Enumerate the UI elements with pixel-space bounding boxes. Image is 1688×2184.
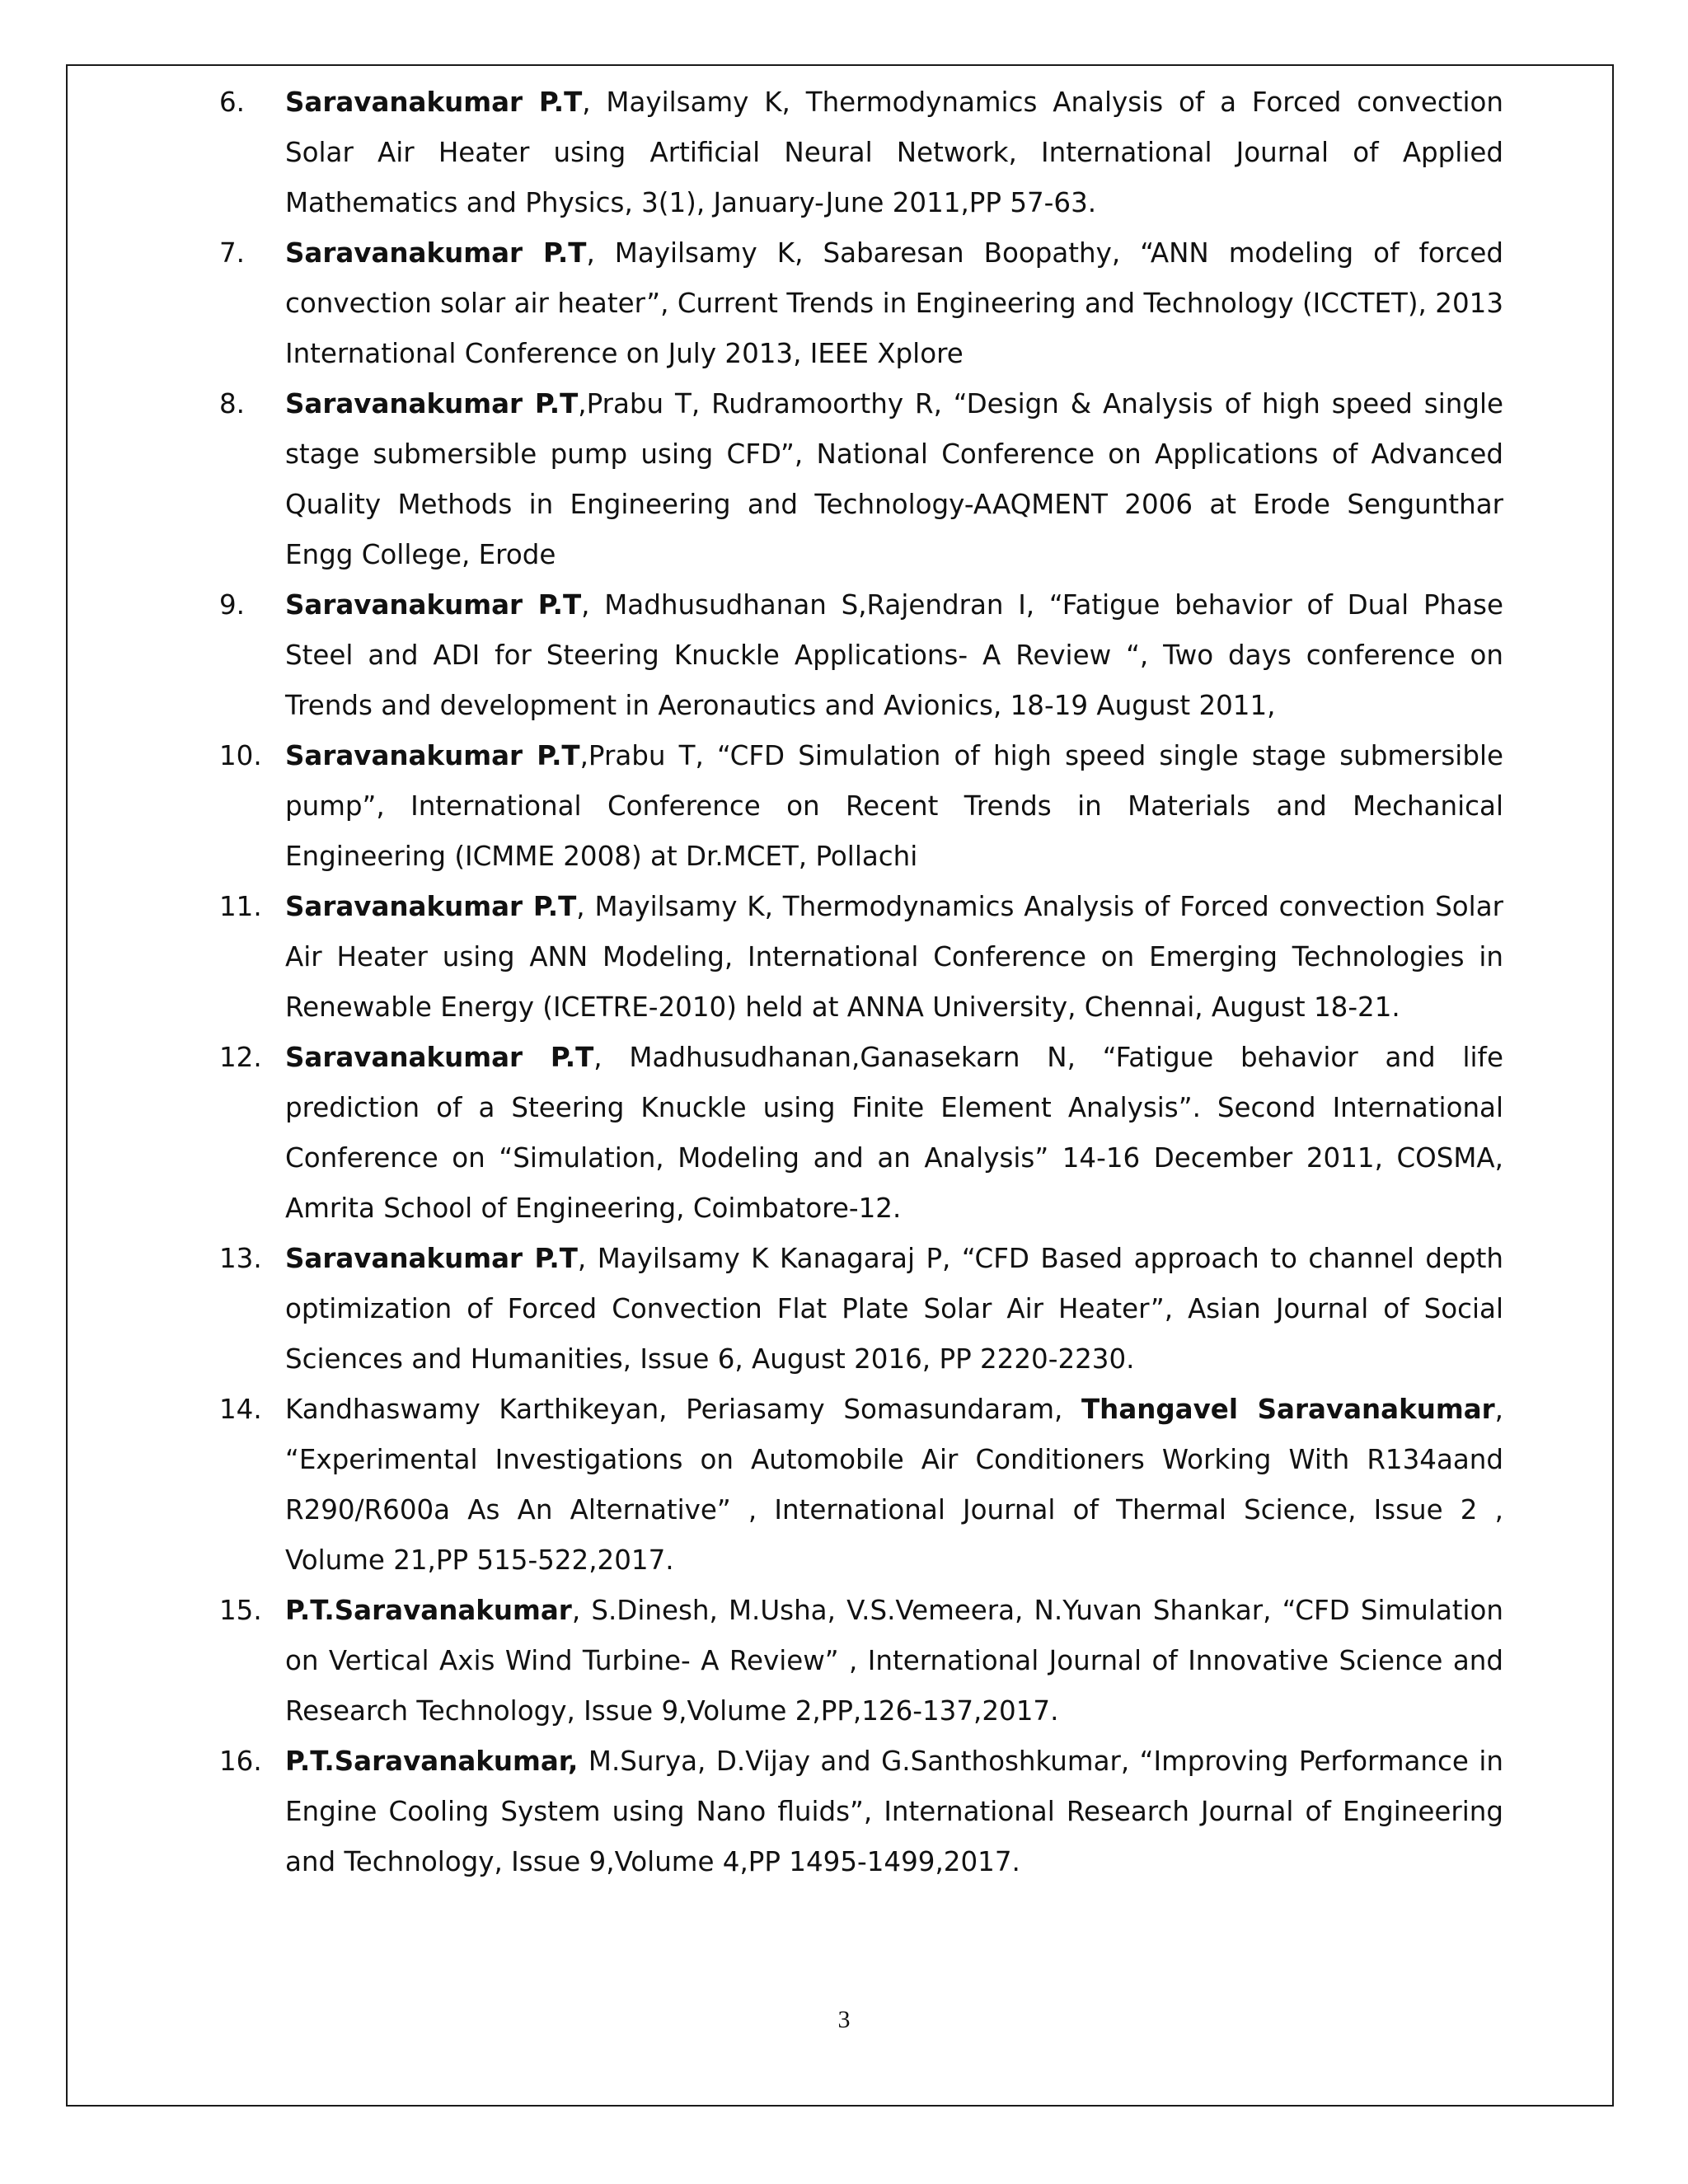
page-number: 3	[837, 2006, 851, 2033]
reference-item	[219, 228, 1503, 379]
reference-number: 6.	[219, 87, 246, 118]
reference-number: 8.	[219, 388, 246, 419]
reference-item	[219, 731, 1503, 882]
reference-details: , “Experimental Investigations on Automobile Air Conditioners Working With R134aand R290/R600a As An Alternative” , International Journal of Thermal Science, Issue 2 , Volume 21,PP 515-522,2017.	[285, 1394, 1503, 1576]
reference-author-highlight: Saravanakumar P.T	[285, 891, 577, 922]
reference-item	[219, 1385, 1503, 1586]
reference-item	[219, 379, 1503, 580]
reference-number: 7.	[219, 237, 246, 269]
reference-item	[219, 1033, 1503, 1234]
reference-number: 16.	[219, 1746, 262, 1777]
reference-details: , Mayilsamy K, Thermodynamics Analysis of a Forced convection Solar Air Heater using Artificial Neural Network, International Journal of Applied Mathematics and Physics, 3(1), January-June 2011,PP 57-63.	[285, 87, 1503, 218]
reference-author-highlight: P.T.Saravanakumar,	[285, 1746, 579, 1777]
reference-number: 12.	[219, 1042, 262, 1073]
reference-details: ,Prabu T, “CFD Simulation of high speed single stage submersible pump”, International Conference on Recent Trends in Materials and Mechanical Engineering (ICMME 2008) at Dr.MCET, Pollachi	[285, 740, 1503, 872]
reference-author-highlight: Thangavel Saravanakumar	[1081, 1394, 1495, 1425]
reference-item	[219, 1586, 1503, 1736]
reference-item	[219, 77, 1503, 228]
reference-details: , Mayilsamy K, Sabaresan Boopathy, “ANN modeling of forced convection solar air heater”, Current Trends in Engineering and Technology (ICCTET), 2013 International Conference on July 2013, IEEE Xplore	[285, 237, 1503, 369]
reference-item	[219, 1234, 1503, 1385]
reference-list	[219, 77, 1503, 1887]
reference-authors: Kandhaswamy Karthikeyan, Periasamy Somasundaram,	[285, 1394, 1082, 1425]
reference-number: 15.	[219, 1595, 262, 1626]
reference-author-highlight: Saravanakumar P.T	[285, 589, 582, 621]
reference-author-highlight: P.T.Saravanakumar	[285, 1595, 572, 1626]
reference-item	[219, 882, 1503, 1033]
reference-number: 13.	[219, 1243, 262, 1274]
reference-item	[219, 1736, 1503, 1887]
reference-author-highlight: Saravanakumar P.T	[285, 1243, 578, 1274]
reference-number: 9.	[219, 589, 246, 621]
reference-author-highlight: Saravanakumar P.T	[285, 87, 583, 118]
reference-details: , Mayilsamy K Kanagaraj P, “CFD Based approach to channel depth optimization of Forced Convection Flat Plate Solar Air Heater”, Asian Journal of Social Sciences and Humanities, Issue 6, August 2016, PP 2220-2230.	[285, 1243, 1503, 1375]
reference-number: 10.	[219, 740, 262, 771]
reference-author-highlight: Saravanakumar P.T	[285, 388, 579, 419]
reference-details: M.Surya, D.Vijay and G.Santhoshkumar, “Improving Performance in Engine Cooling System using Nano fluids”, International Research Journal of Engineering and Technology, Issue 9,Volume 4,PP 1495-1499,2017.	[285, 1746, 1503, 1877]
reference-details: ,Prabu T, Rudramoorthy R, “Design & Analysis of high speed single stage submersible pump using CFD”, National Conference on Applications of Advanced Quality Methods in Engineering and Technology-AAQMENT 2006 at Erode Sengunthar Engg College, Erode	[285, 388, 1503, 570]
reference-details: , Madhusudhanan S,Rajendran I, “Fatigue behavior of Dual Phase Steel and ADI for Steering Knuckle Applications- A Review “, Two days conference on Trends and development in Aeronautics and Avionics, 18-19 August 2011,	[285, 589, 1503, 721]
reference-details: , Mayilsamy K, Thermodynamics Analysis of Forced convection Solar Air Heater using ANN Modeling, International Conference on Emerging Technologies in Renewable Energy (ICETRE-2010) held at ANNA University, Chennai, August 18-21.	[285, 891, 1503, 1023]
reference-details: , S.Dinesh, M.Usha, V.S.Vemeera, N.Yuvan Shankar, “CFD Simulation on Vertical Axis Wind Turbine- A Review” , International Journal of Innovative Science and Research Technology, Issue 9,Volume 2,PP,126-137,2017.	[285, 1595, 1503, 1727]
reference-number: 11.	[219, 891, 262, 922]
reference-author-highlight: Saravanakumar P.T	[285, 740, 580, 771]
reference-number: 14.	[219, 1394, 262, 1425]
reference-author-highlight: Saravanakumar P.T	[285, 1042, 594, 1073]
reference-item	[219, 580, 1503, 731]
reference-author-highlight: Saravanakumar P.T	[285, 237, 587, 269]
reference-details: , Madhusudhanan,Ganasekarn N, “Fatigue behavior and life prediction of a Steering Knuckle using Finite Element Analysis”. Second International Conference on “Simulation, Modeling and an Analysis” 14-16 December 2011, COSMA, Amrita School of Engineering, Coimbatore-12.	[285, 1042, 1503, 1224]
